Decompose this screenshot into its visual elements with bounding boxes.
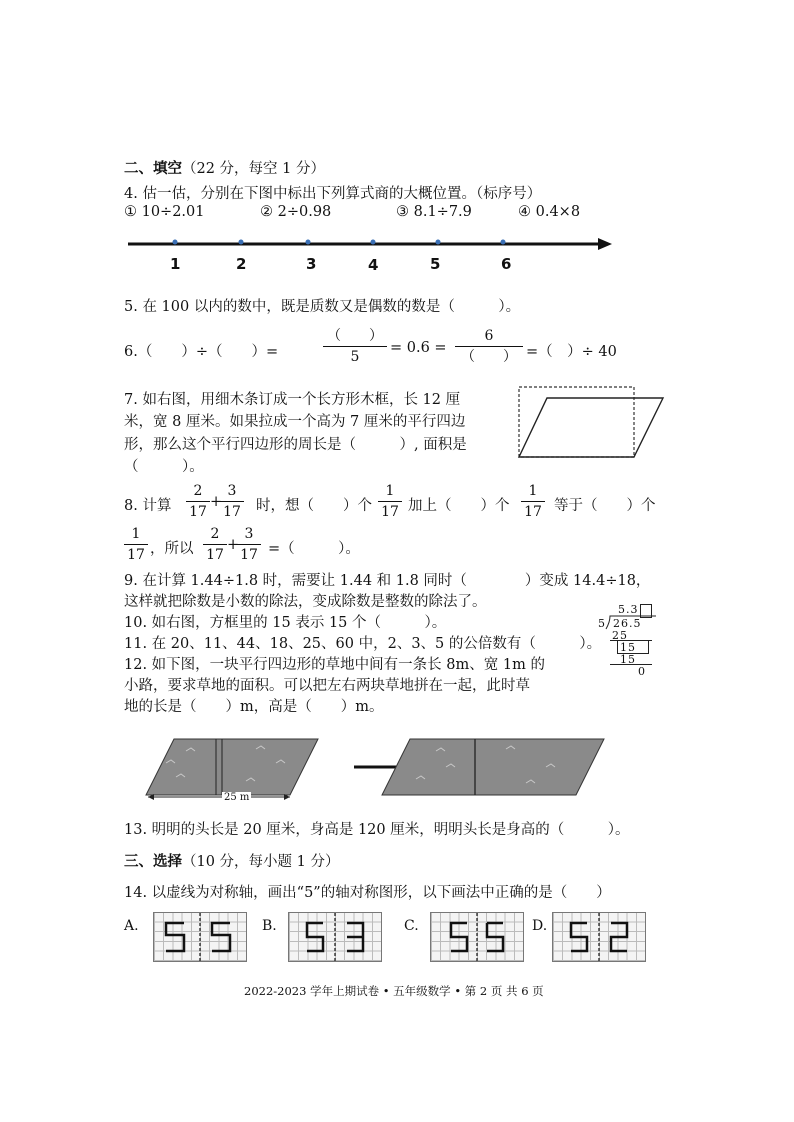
q8-fraction-b: 3 17 xyxy=(220,482,244,521)
q4-item-1: ① 10÷2.01 xyxy=(124,204,205,220)
q9-line-2: 这样就把除数是小数的除法，变成除数是整数的除法了。 xyxy=(124,594,487,610)
q8-fraction-e: 1 17 xyxy=(124,525,148,564)
q12-line-3: 地的长是（ ）m，高是（ ）m。 xyxy=(124,699,384,715)
division-divisor: 5 xyxy=(598,617,605,630)
tick-label-6: 6 xyxy=(501,255,512,273)
division-row-1: 25 xyxy=(612,629,628,642)
rectangle-parallelogram-figure xyxy=(515,385,665,460)
tick-label-3: 3 xyxy=(306,255,317,273)
tick-label-1: 1 xyxy=(170,255,181,273)
tick-dot xyxy=(306,240,311,245)
division-row-3: 15 xyxy=(620,653,636,666)
division-quotient: 5.3 xyxy=(618,603,639,616)
q12-line-2: 小路，要求草地的面积。可以把左右两块草地拼在一起，此时草 xyxy=(124,678,530,694)
tick-dot xyxy=(436,240,441,245)
option-c-label: C. xyxy=(404,918,419,934)
q9-line-1: 9. 在计算 1.44÷1.8 时，需要让 1.44 和 1.8 同时（ ）变成 14.4÷18， xyxy=(124,573,651,589)
question-14-stem: 14. 以虚线为对称轴，画出“5”的轴对称图形，以下画法中正确的是（ ） xyxy=(124,885,611,901)
tick-label-2: 2 xyxy=(236,255,247,273)
lawn-parallelogram-right xyxy=(382,739,604,795)
section-note: （22 分，每空 1 分） xyxy=(182,161,326,177)
option-a-figure[interactable] xyxy=(153,912,247,962)
page-footer: 2022-2023 学年上期试卷 • 五年级数学 • 第 2 页 共 6 页 xyxy=(244,984,544,998)
number-line xyxy=(0,228,794,268)
tick-dot xyxy=(501,240,506,245)
q6-part2: =（ ）÷ 40 xyxy=(526,344,617,360)
q8-fraction-d: 1 17 xyxy=(521,482,545,521)
plus-sign: + xyxy=(227,537,240,553)
question-10: 10. 如右图，方框里的 15 表示 15 个（ ）。 xyxy=(124,615,447,631)
tick-dot xyxy=(173,240,178,245)
q7-line-2: 米，宽 8 厘米。如果拉成一个高为 7 厘米的平行四边 xyxy=(124,414,466,430)
q7-line-1: 7. 如右图，用细木条订成一个长方形木框，长 12 厘 xyxy=(124,392,461,408)
question-11: 11. 在 20、11、44、18、25、60 中，2、3、5 的公倍数有（ ）。 xyxy=(124,636,602,652)
division-row-4: 0 xyxy=(638,665,645,678)
plus-sign: + xyxy=(210,494,223,510)
tick-dot xyxy=(371,240,376,245)
numerator: 6 xyxy=(484,328,494,344)
tick-label-5: 5 xyxy=(430,255,441,273)
section-note: （10 分，每小题 1 分） xyxy=(182,854,340,870)
option-b-label: B. xyxy=(262,918,277,934)
option-d-label: D. xyxy=(532,918,548,934)
dimension-label: 25 m xyxy=(224,792,250,803)
option-c-figure[interactable] xyxy=(430,912,524,962)
option-b-figure[interactable] xyxy=(288,912,382,962)
section-title: 二、填空 xyxy=(124,160,182,177)
option-a-label: A. xyxy=(124,918,139,934)
q7-line-3: 形，那么这个平行四边形的周长是（ ）, 面积是 xyxy=(124,437,467,453)
q4-item-2: ② 2÷0.98 xyxy=(260,204,332,220)
section-heading xyxy=(124,850,340,871)
q8-tail-1: ，所以 xyxy=(150,541,194,557)
q8-fraction-g: 3 17 xyxy=(237,525,261,564)
option-d-figure[interactable] xyxy=(552,912,646,962)
q4-item-4: ④ 0.4×8 xyxy=(518,204,581,220)
lawn-parallelogram-left xyxy=(146,739,318,795)
q8-fraction-a: 2 17 xyxy=(186,482,210,521)
division-row-2: 15 xyxy=(620,641,636,654)
numerator: （ ） xyxy=(327,328,383,344)
q6-eq: = 0.6 = xyxy=(390,340,447,356)
question-5: 5. 在 100 以内的数中，既是质数又是偶数的数是（ ）。 xyxy=(124,299,521,315)
q6-fraction-2 xyxy=(455,327,523,366)
q12-line-1: 12. 如下图，一块平行四边形的草地中间有一条长 8m、宽 1m 的 xyxy=(124,657,545,673)
q8-fraction-c: 1 17 xyxy=(378,482,402,521)
question-13: 13. 明明的头长是 20 厘米，身高是 120 厘米，明明头长是身高的（ ）。 xyxy=(124,822,630,838)
division-dividend: 26.5 xyxy=(613,617,642,630)
q8-mid-3: 等于（ ）个 xyxy=(554,498,656,514)
q6-fraction-1 xyxy=(323,327,387,366)
q4-item-3: ③ 8.1÷7.9 xyxy=(396,204,472,220)
lawn-figure xyxy=(146,737,626,817)
highlight-box-15 xyxy=(617,640,649,654)
section-title: 三、选择 xyxy=(124,853,182,870)
section-heading xyxy=(124,157,325,178)
denominator: （ ） xyxy=(461,349,517,365)
q8-tail-2: =（ ）。 xyxy=(268,541,360,557)
q6-part1: 6.（ ）÷（ ）= xyxy=(124,344,279,360)
question-4-stem: 4. 估一估，分别在下图中标出下列算式商的大概位置。（标序号） xyxy=(124,186,542,202)
q7-line-4: （ ）。 xyxy=(124,459,204,475)
q8-fraction-f: 2 17 xyxy=(203,525,227,564)
q8-lead: 8. 计算 xyxy=(124,498,172,514)
q8-mid-2: 加上（ ）个 xyxy=(408,498,510,514)
q8-mid-1: 时，想（ ）个 xyxy=(256,498,372,514)
tick-dot xyxy=(239,240,244,245)
denominator: 5 xyxy=(350,349,360,365)
arrow-head-icon xyxy=(598,238,612,250)
tick-label-4: 4 xyxy=(368,256,379,274)
